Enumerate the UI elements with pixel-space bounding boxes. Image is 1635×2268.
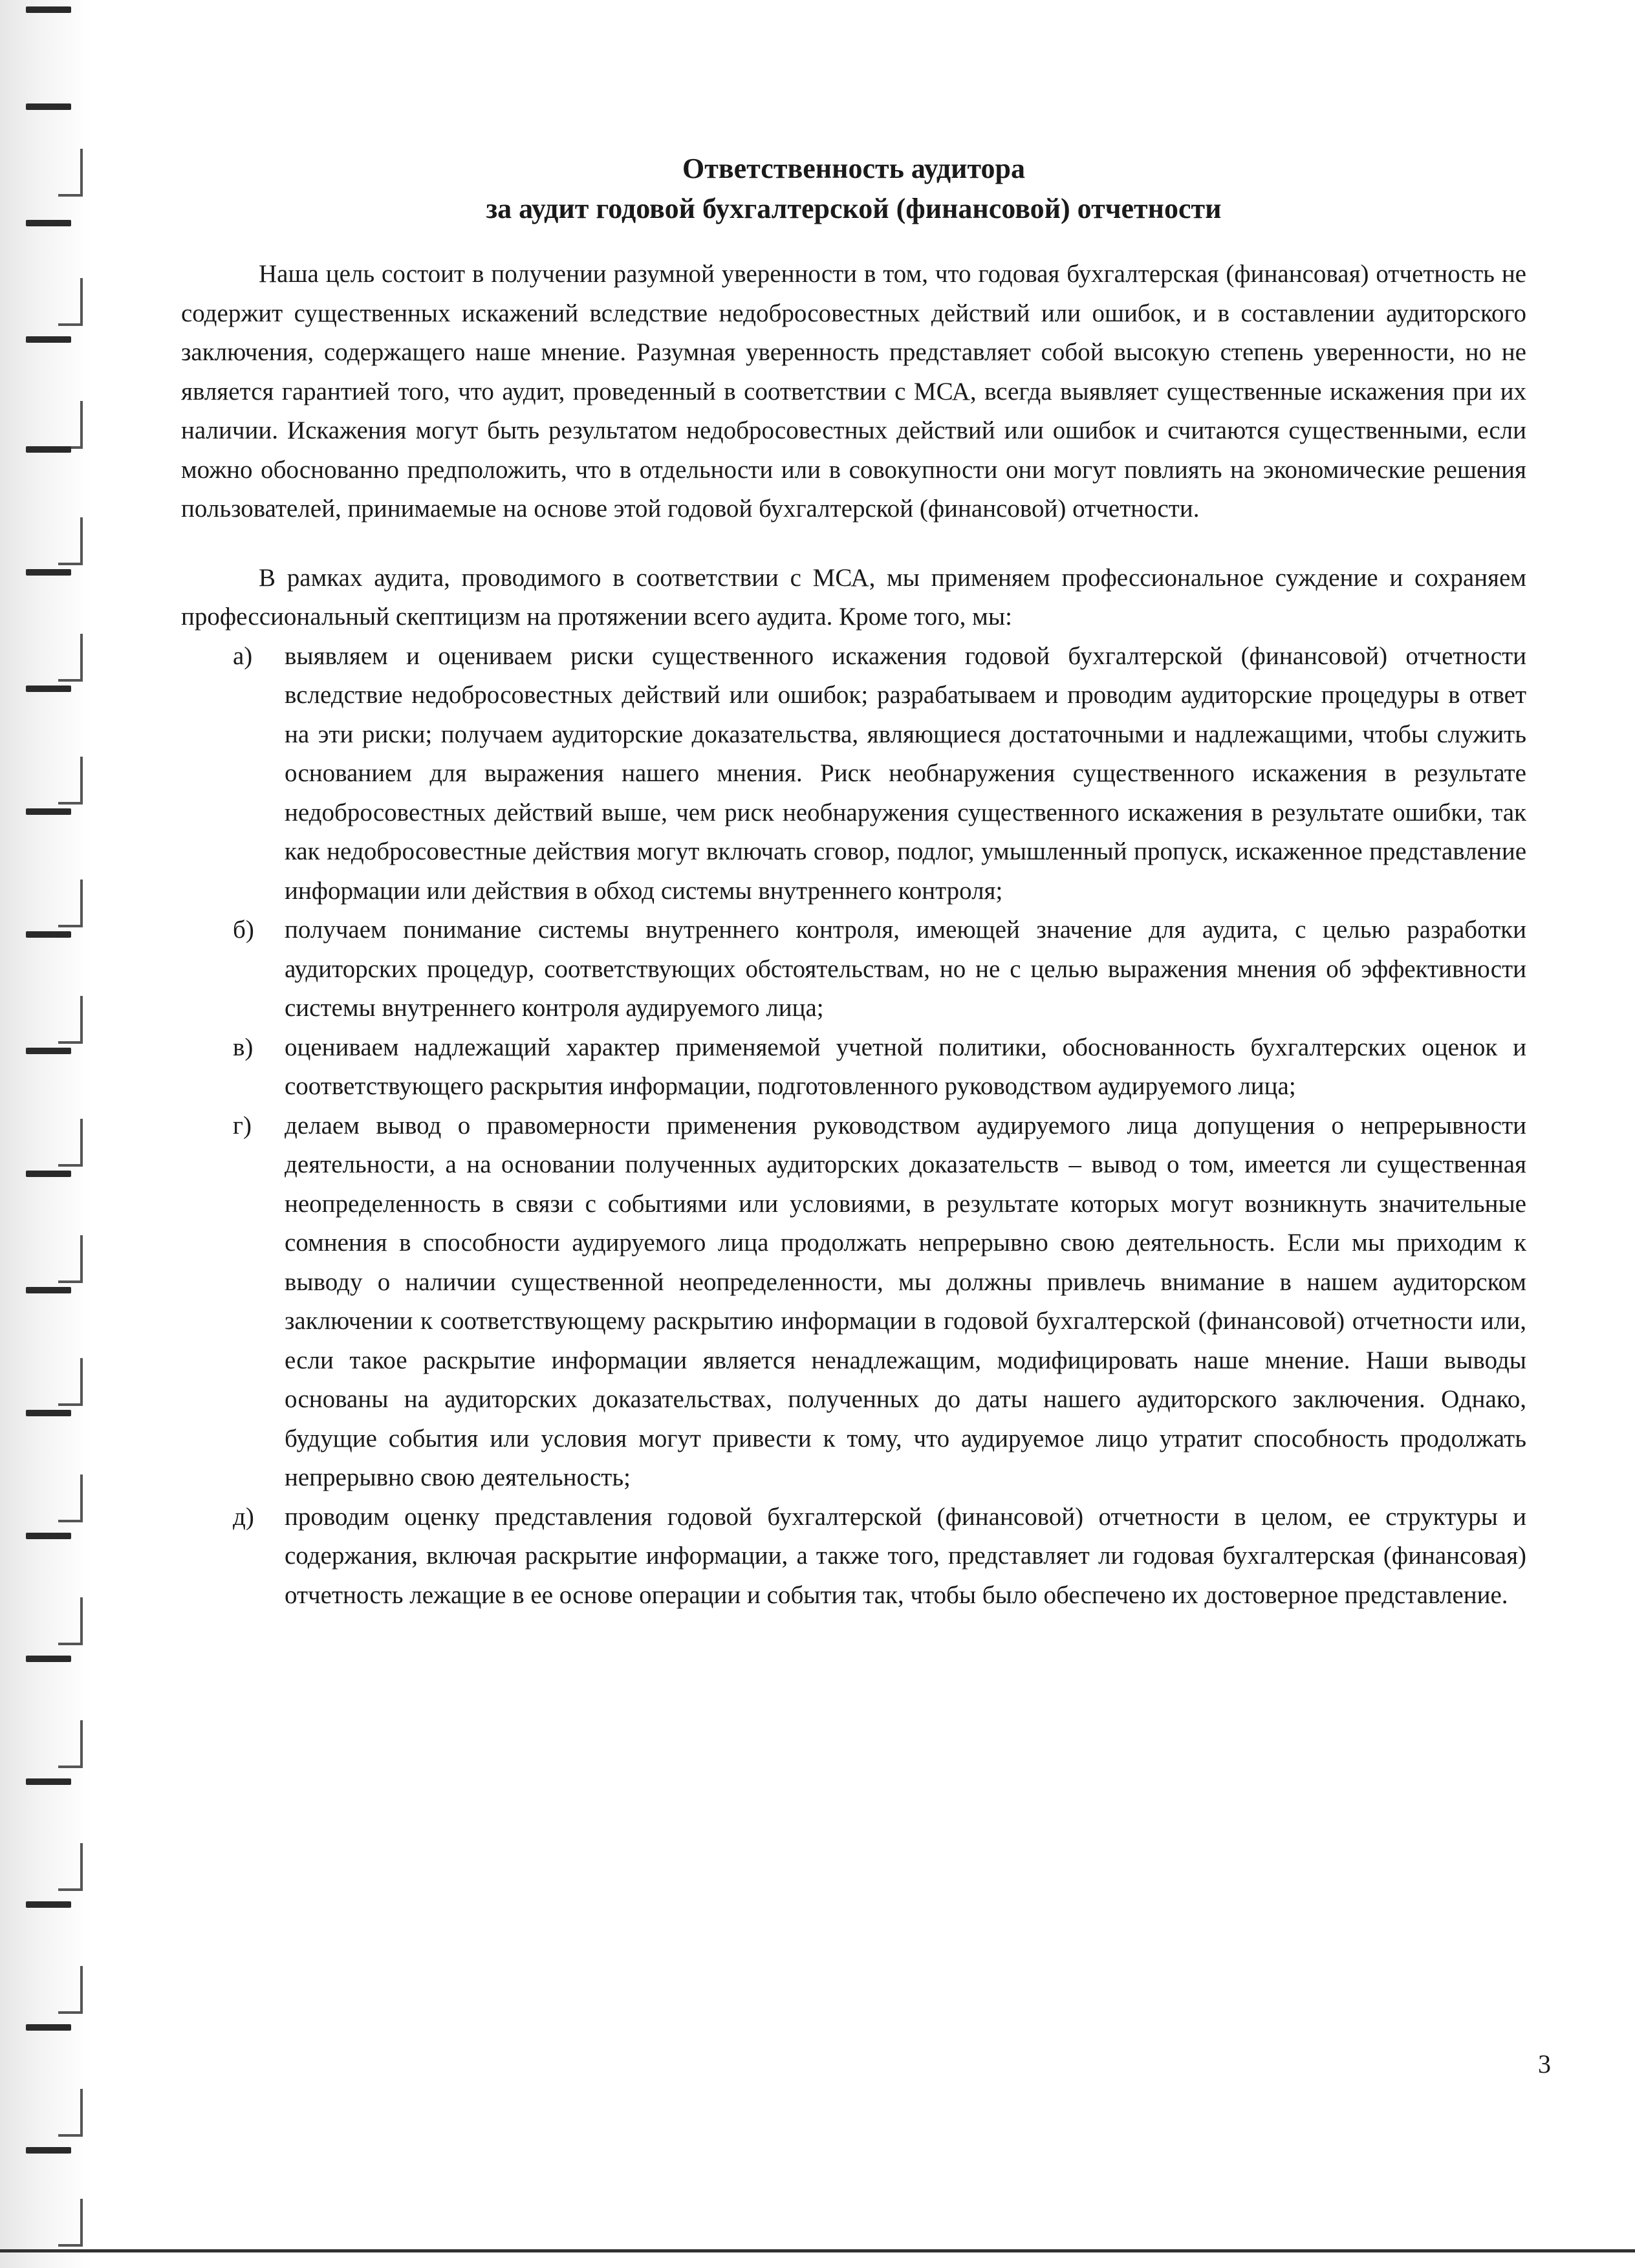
binding-hole [26,6,71,13]
list-item-text: делаем вывод о правомерности применения руководством аудируемого лица допущения о непрерывности деятельности, а на основании полученных аудиторских доказательств – вывод о том, имеется ли существенная неопределенность в связи с событиями или условиями, в результате которых могут возникнуть значительные сомнения в способности аудируемого лица продолжать непрерывно свою деятельность. Если мы приходим к выводу о наличии существенной неопределенности, мы должны привлечь внимание в нашем аудиторском заключении к соответствующему раскрытию информации в годовой бухгалтерской (финансовой) отчетности или, если такое раскрытие информации является ненадлежащим, модифицировать наше мнение. Наши выводы основаны на аудиторских доказательствах, полученных до даты нашего аудиторского заключения. Однако, будущие события или условия могут привести к тому, что аудируемое лицо утратит способность продолжать непрерывно свою деятельность; [285,1111,1526,1491]
binding-hole [26,103,71,110]
list-item [233,637,1526,911]
list-item [233,1107,1526,1498]
binding-hole [26,1287,71,1293]
paragraph-scope: В рамках аудита, проводимого в соответствии с МСА, мы применяем профессиональное суждение и сохраняем профессиональный скептицизм на протяжении всего аудита. Кроме того, мы: [181,563,1526,631]
binding-bracket [58,2199,83,2247]
binding-bracket [58,2089,83,2137]
binding-hole [26,1901,71,1908]
list-item-marker: г) [233,1111,252,1139]
binding-hole [26,1410,71,1416]
binding-hole [26,1533,71,1539]
page-number: 3 [1538,2049,1551,2079]
binding-hole [26,808,71,815]
binding-bracket [58,517,83,565]
list-item-text: оцениваем надлежащий характер применяемой учетной политики, обоснованность бухгалтерских оценок и соответствующего раскрытия информации, подготовленного руководством аудируемого лица; [285,1033,1526,1100]
binding-hole [26,569,71,576]
list-item [233,911,1526,1028]
binding-hole [26,686,71,692]
binding-bracket [58,1597,83,1645]
list-item [233,1028,1526,1107]
binding-bracket [58,1843,83,1891]
binding-bracket [58,634,83,682]
binding-hole [26,446,71,453]
binding-strip [0,0,91,2268]
binding-bracket [58,1720,83,1768]
binding-hole [26,2024,71,2031]
binding-hole [26,1171,71,1177]
binding-hole [26,931,71,938]
procedures-list [181,637,1526,1615]
binding-bracket [58,757,83,805]
binding-hole [26,1048,71,1054]
binding-bracket [58,1119,83,1167]
binding-hole [26,220,71,226]
scan-bottom-edge [0,2249,1635,2252]
binding-hole [26,1778,71,1785]
list-item [233,1498,1526,1615]
binding-bracket [58,996,83,1044]
binding-bracket [58,1966,83,2014]
list-item-text: проводим оценку представления годовой бухгалтерской (финансовой) отчетности в целом, ее структуры и содержания, включая раскрытие информации, а также того, представляет ли годовая бухгалтерская (финансовая) отчетность лежащие в ее основе операции и события так, чтобы было обеспечено их достоверное представление. [285,1502,1526,1609]
binding-bracket [58,278,83,326]
binding-bracket [58,149,83,197]
list-item-text: получаем понимание системы внутреннего контроля, имеющей значение для аудита, с целью разработки аудиторских процедур, соответствующих обстоятельствам, но не с целью выражения мнения об эффективности системы внутреннего контроля аудируемого лица; [285,916,1526,1022]
binding-hole [26,1656,71,1662]
binding-bracket [58,1474,83,1522]
document-title [181,149,1526,229]
binding-hole [26,2147,71,2154]
binding-bracket [58,1235,83,1283]
binding-hole [26,336,71,343]
paragraph-objective: Наша цель состоит в получении разумной уверенности в том, что годовая бухгалтерская (финансовая) отчетность не содержит существенных искажений вследствие недобросовестных действий или ошибок, и в составлении аудиторского заключения, содержащего наше мнение. Разумная уверенность представляет собой высокую степень уверенности, но не является гарантией того, что аудит, проведенный в соответствии с МСА, всегда выявляет существенные искажения при их наличии. Искажения могут быть результатом недобросовестных действий или ошибок и считаются существенными, если можно обоснованно предположить, что в отдельности или в совокупности они могут повлиять на экономические решения пользователей, принимаемые на основе этой годовой бухгалтерской (финансовой) отчетности. [181,260,1526,523]
list-item-marker: в) [233,1033,254,1061]
document-page [181,149,1526,1615]
title-line-2: за аудит годовой бухгалтерской (финансовой) отчетности [486,193,1222,224]
binding-bracket [58,1358,83,1406]
title-line-1: Ответственность аудитора [682,153,1025,184]
list-item-text: выявляем и оцениваем риски существенного искажения годовой бухгалтерской (финансовой) отчетности вследствие недобросовестных действий или ошибок; разрабатываем и проводим аудиторские процедуры в ответ на эти риски; получаем аудиторские доказательства, являющиеся достаточными и надлежащими, чтобы служить основанием для выражения нашего мнения. Риск необнаружения существенного искажения в результате недобросовестных действий выше, чем риск необнаружения существенного искажения в результате ошибки, так как недобросовестные действия могут включать сговор, подлог, умышленный пропуск, искаженное представление информации или действия в обход системы внутреннего контроля; [285,642,1526,905]
list-item-marker: д) [233,1502,254,1531]
list-item-marker: б) [233,916,254,944]
binding-bracket [58,880,83,927]
list-item-marker: а) [233,642,253,670]
binding-bracket [58,401,83,449]
